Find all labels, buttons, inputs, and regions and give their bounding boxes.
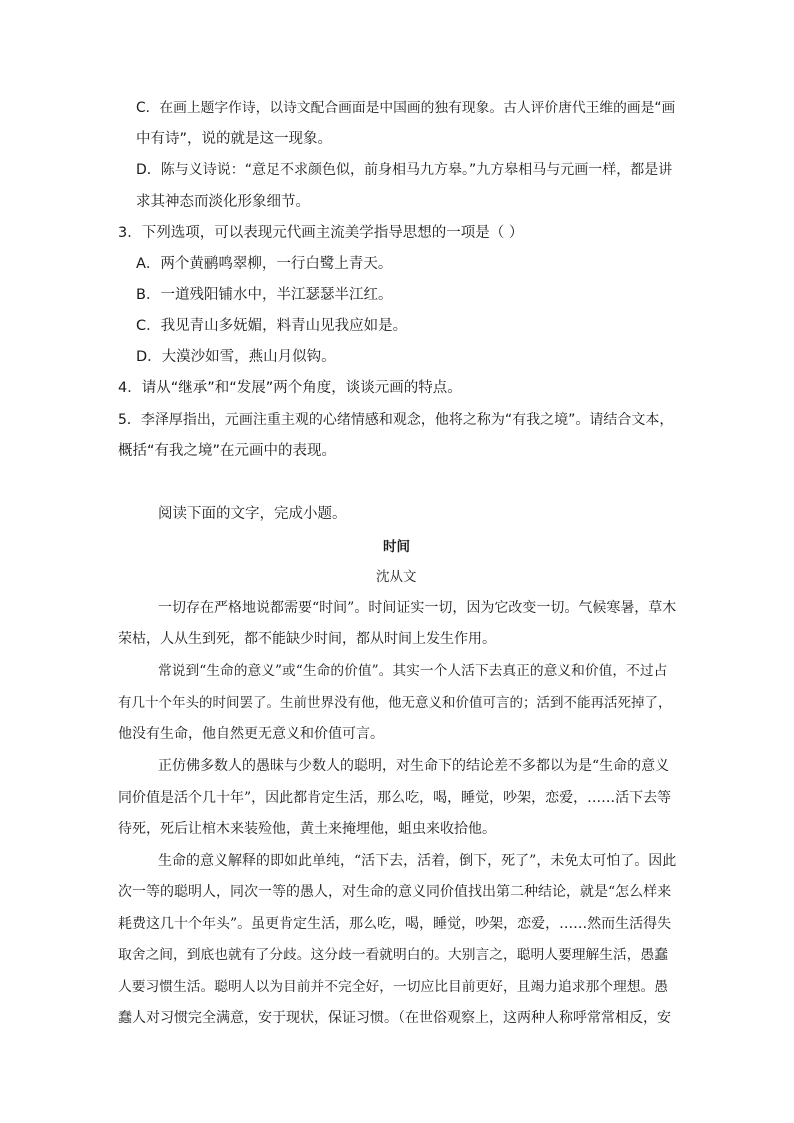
passage-line: 蠢人对习惯完全满意，安于现状，保证习惯。（在世俗观察上，这两种人称呼常常相反，安: [118, 1010, 671, 1026]
passage-line: 耗费这几十个年头”。虽更肯定生活，那么吃，喝，睡觉，吵架，恋爱，……然而生活得失: [118, 916, 672, 932]
passage-line: 他没有生命，他自然更无意义和价值可言。: [118, 726, 384, 742]
reading-instruction: 阅读下面的文字，完成小题。: [158, 506, 347, 522]
passage-line: 次一等的聪明人，同次一等的愚人，对生命的意义同价值找出第二种结论，就是“怎么样来: [118, 884, 672, 900]
question-3-option-c: C．我见青山多妩媚，料青山见我应如是。: [136, 318, 408, 334]
passage-line: 一切存在严格地说都需要“时间”。时间证实一切，因为它改变一切。气候寒暑，草木: [158, 600, 677, 616]
question-4-stem: 4．请从“继承”和“发展”两个角度，谈谈元画的特点。: [118, 380, 462, 396]
option-c-line-1: C．在画上题字作诗，以诗文配合画面是中国画的独有现象。古人评价唐代王维的画是“画: [136, 100, 676, 116]
question-3-option-d: D．大漠沙如雪，燕山月似钩。: [136, 349, 336, 365]
passage-line: 荣枯，人从生到死，都不能缺少时间，都从时间上发生作用。: [118, 631, 496, 647]
passage-line: 常说到“生命的意义”或“生命的价值”。其实一个人活下去真正的意义和价值，不过占: [158, 663, 668, 679]
passage-line: 正仿佛多数人的愚昧与少数人的聪明，对生命下的结论差不多都以为是“生命的意义: [158, 758, 670, 774]
passage-title: 时间: [383, 539, 410, 555]
question-3-stem: 3．下列选项，可以表现元代画主流美学指导思想的一项是（ ）: [118, 225, 524, 241]
passage-line: 有几十个年头的时间罢了。生前世界没有他，他无意义和价值可言的；活到不能再活死掉了，: [118, 695, 672, 711]
passage-line: 待死，死后让棺木来装殓他，黄土来掩埋他，蛆虫来收拾他。: [118, 821, 496, 837]
question-5-line-2: 概括“有我之境”在元画中的表现。: [118, 443, 337, 459]
passage-line: 取舍之间，到底也就有了分歧。这分歧一看就明白的。大别言之，聪明人要理解生活，愚蠢: [118, 947, 669, 963]
question-5-line-1: 5．李泽厚指出，元画注重主观的心绪情感和观念，他将之称为“有我之境”。请结合文本，: [118, 412, 674, 428]
option-c-line-2: 中有诗”，说的就是这一现象。: [136, 131, 333, 147]
question-3-option-a: A．两个黄鹂鸣翠柳，一行白鹭上青天。: [136, 256, 393, 272]
option-d-line-1: D．陈与义诗说：“意足不求颜色似，前身相马九方皋。”九方皋相马与元画一样，都是讲: [136, 162, 673, 178]
passage-line: 生命的意义解释的即如此单纯，“活下去，活着，倒下，死了”，未免太可怕了。因此: [158, 853, 677, 869]
passage-line: 人要习惯生活。聪明人以为目前并不完全好，一切应比目前更好，且竭力追求那个理想。愚: [118, 979, 669, 995]
passage-author: 沈从文: [376, 569, 417, 585]
passage-line: 同价值是活个几十年”，因此都肯定生活，那么吃，喝，睡觉，吵架，恋爱，……活下去等: [118, 790, 672, 806]
question-3-option-b: B．一道残阳铺水中，半江瑟瑟半江红。: [136, 287, 393, 303]
option-d-line-2: 求其神态而淡化形象细节。: [136, 194, 310, 210]
